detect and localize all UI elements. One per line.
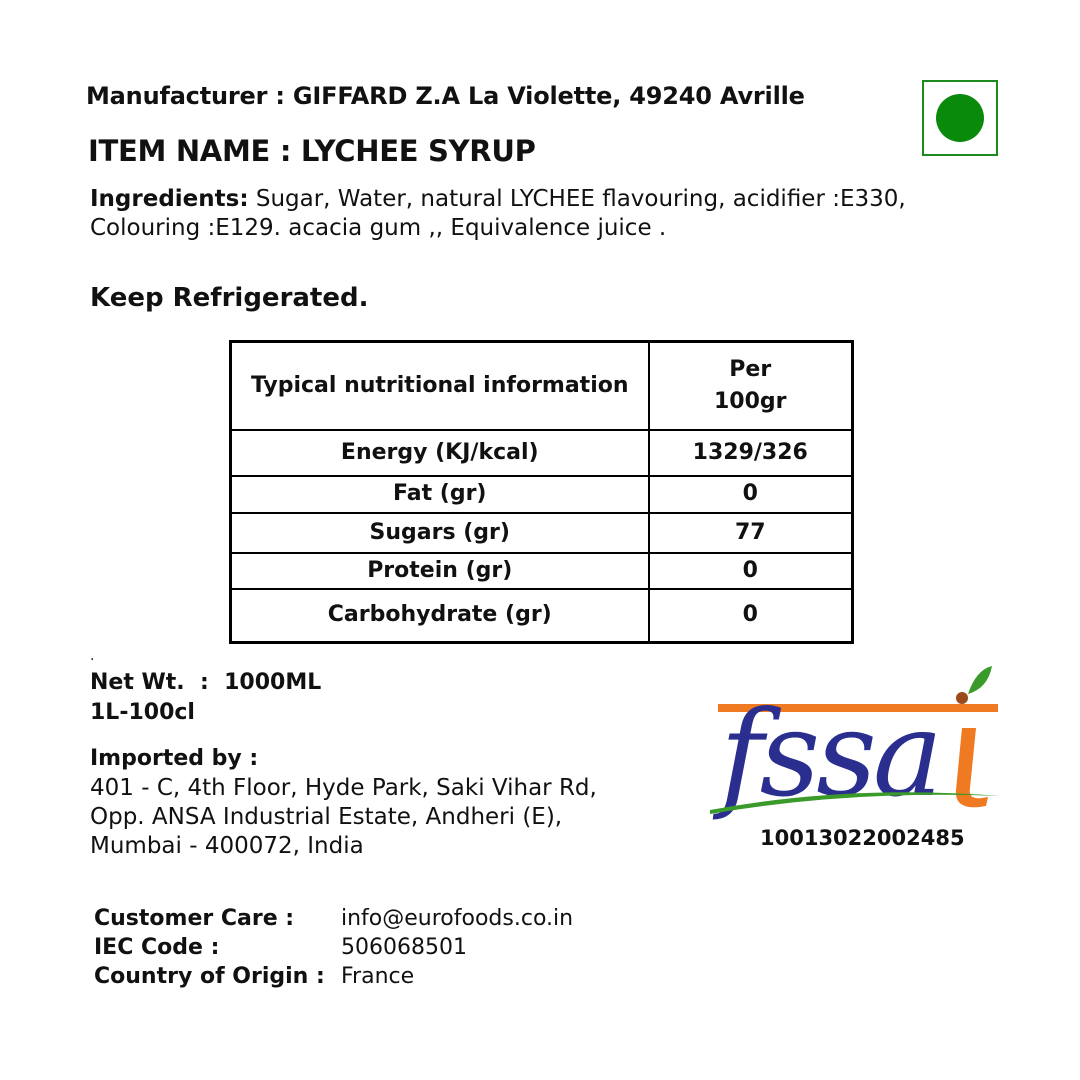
nutrient-value: 0 [649,553,853,589]
table-row [231,589,853,643]
nutrient-name: Energy (KJ/kcal) [231,430,649,476]
per-label: Per [729,356,772,382]
nutrient-name: Sugars (gr) [231,513,649,553]
customer-care-row [94,906,573,931]
item-name: ITEM NAME : LYCHEE SYRUP [88,134,536,168]
table-row [231,476,853,513]
iec-label: IEC Code : [94,935,220,960]
customer-care-label: Customer Care : [94,906,295,931]
nutrient-name: Fat (gr) [231,476,649,513]
fssai-wordmark: fssa [720,685,940,820]
nutrient-value: 77 [649,513,853,553]
veg-dot-icon [936,94,984,142]
nutrient-value: 0 [649,476,853,513]
nutrition-header-per [649,342,853,430]
address-line: 401 - C, 4th Floor, Hyde Park, Saki Vihar Rd, [90,775,597,801]
importer-address [90,774,597,861]
origin-row [94,964,414,989]
per-unit: 100gr [713,388,787,414]
nutrient-value: 0 [649,589,853,643]
manufacturer-line: Manufacturer : GIFFARD Z.A La Violette, 49240 Avrille [86,82,805,110]
address-line: Opp. ANSA Industrial Estate, Andheri (E), [90,804,563,830]
fssai-i-dot [956,692,968,704]
nutrient-name: Protein (gr) [231,553,649,589]
customer-care-email: info@eurofoods.co.in [341,906,574,931]
fssai-leaf-icon [968,666,992,694]
ingredients-list: Sugar, Water, natural LYCHEE flavouring, acidifier :E330, Colouring :E129. acacia gum ,, Equivalence juice . [90,186,906,241]
nutrition-header-label: Typical nutritional information [231,342,649,430]
ingredients-text [90,185,970,243]
net-weight [90,668,321,728]
net-weight-line: Net Wt. : 1000ML [90,670,322,695]
iec-value: 506068501 [341,935,467,960]
fssai-license-number: 10013022002485 [760,826,965,850]
table-row [231,553,853,589]
net-volume-line: 1L-100cl [90,700,195,725]
nutrition-table [229,340,854,644]
origin-value: France [341,964,415,989]
nutrient-value: 1329/326 [649,430,853,476]
veg-mark [922,80,998,156]
iec-row [94,935,467,960]
origin-label: Country of Origin : [94,964,325,989]
address-line: Mumbai - 400072, India [90,833,364,859]
nutrient-name: Carbohydrate (gr) [231,589,649,643]
stray-dot: . [90,648,95,664]
table-row [231,430,853,476]
table-row [231,513,853,553]
nutrition-header-row [231,342,853,430]
fssai-logo [700,660,1010,820]
ingredients-label: Ingredients: [90,186,249,212]
importer-title: Imported by : [90,746,259,771]
storage-instruction: Keep Refrigerated. [90,283,369,313]
